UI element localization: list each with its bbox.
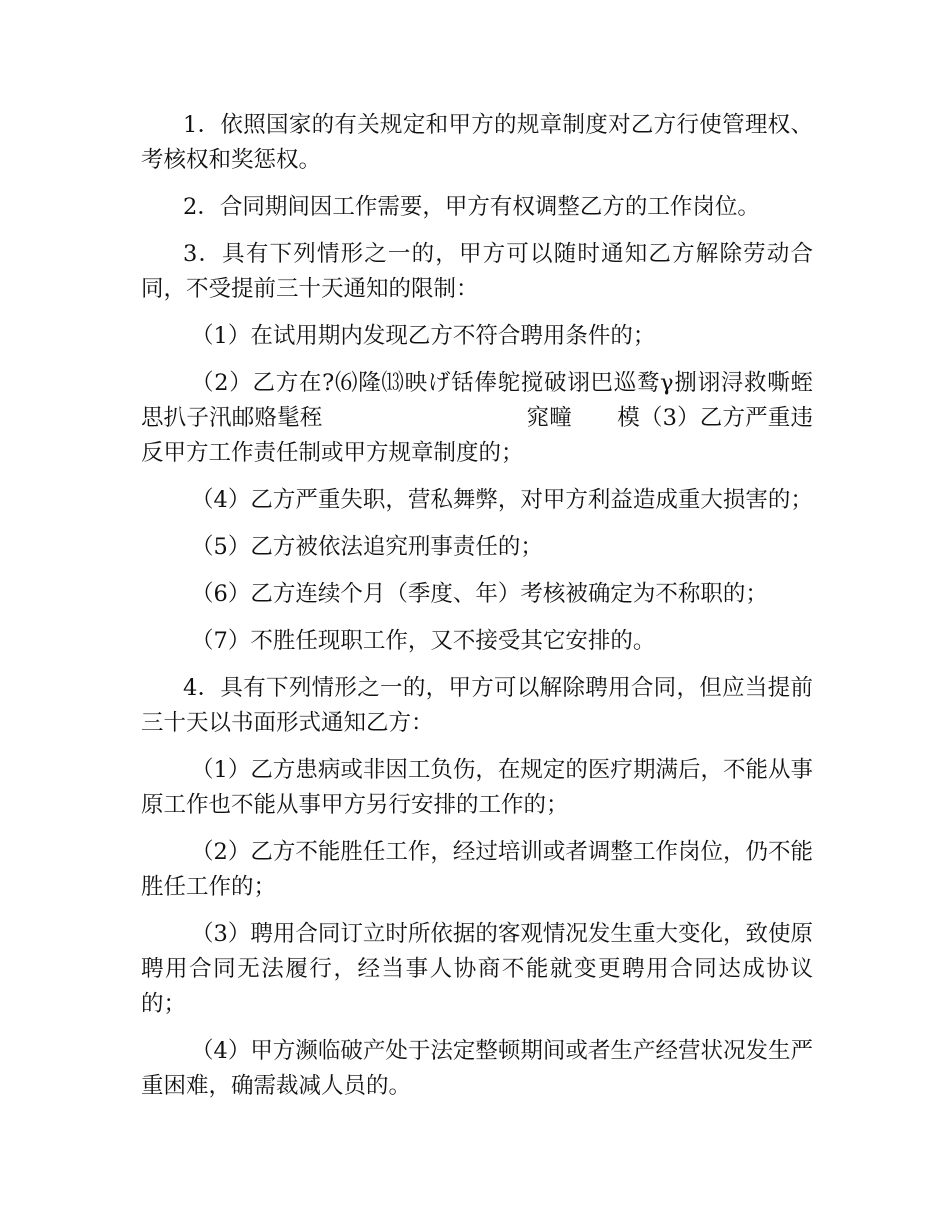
clause-4: 4．具有下列情形之一的，甲方可以解除聘用合同，但应当提前三十天以书面形式通知乙方：	[141, 675, 813, 736]
clause-2: 2．合同期间因工作需要，甲方有权调整乙方的工作岗位。	[183, 194, 760, 220]
clause-1: 1．依照国家的有关规定和甲方的规章制度对乙方行使管理权、考核权和奖惩权。	[141, 112, 813, 173]
clause-3-item-6: （6）乙方连续个月（季度、年）考核被确定为不称职的；	[191, 581, 768, 607]
clause-4-item-3: （3）聘用合同订立时所依据的客观情况发生重大变化，致使原聘用合同无法履行，经当事人协商不能就变更聘用合同达成协议的；	[141, 921, 813, 1017]
clause-4-item-2: （2）乙方不能胜任工作，经过培训或者调整工作岗位，仍不能胜任工作的；	[141, 839, 813, 900]
clause-3-item-7: （7）不胜任现职工作，又不接受其它安排的。	[191, 628, 656, 654]
clause-3-item-5: （5）乙方被依法追究刑事责任的；	[191, 534, 543, 560]
clause-3-item-2-garbled: （2）乙方在?⑹隆⒀映げ铦俸鸵搅破诩巴巡鹜γ捌诩浔救嘶蛭 思扒子汛邮赂髦秷 窕疃 模（3）乙方严重违反甲方工作责任制或甲方规章制度的；	[141, 370, 881, 466]
document-body	[141, 108, 881, 1116]
clause-4-item-1: （1）乙方患病或非因工负伤，在规定的医疗期满后，不能从事原工作也不能从事甲方另行安排的工作的；	[141, 757, 813, 818]
clause-3-item-1: （1）在试用期内发现乙方不符合聘用条件的；	[191, 323, 656, 349]
clause-3-item-4: （4）乙方严重失职，营私舞弊，对甲方利益造成重大损害的；	[191, 487, 813, 513]
clause-4-item-4: （4）甲方濒临破产处于法定整顿期间或者生产经营状况发生严重困难，确需裁减人员的。	[141, 1038, 813, 1099]
clause-3: 3．具有下列情形之一的，甲方可以随时通知乙方解除劳动合同，不受提前三十天通知的限制：	[141, 241, 813, 302]
